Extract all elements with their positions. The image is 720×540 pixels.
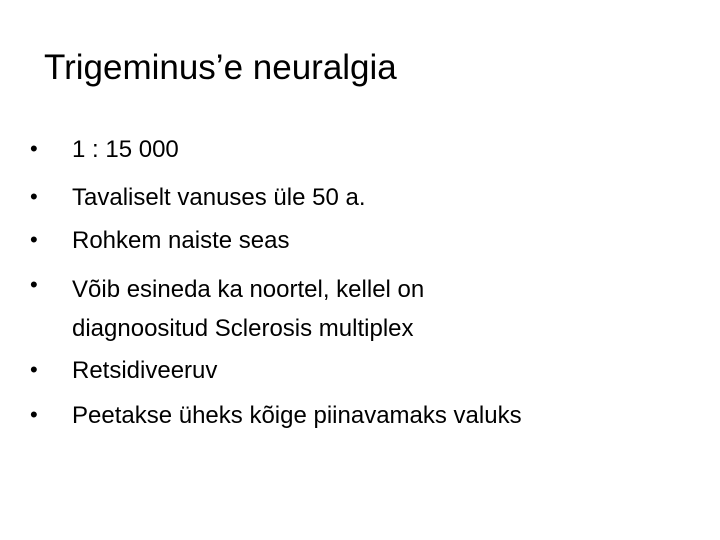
bullet-icon: • bbox=[30, 357, 38, 382]
bullet-icon: • bbox=[30, 136, 38, 161]
bullet-text-multiline bbox=[72, 270, 424, 348]
bullet-text-line-1: Võib esineda ka noortel, kellel on bbox=[72, 276, 425, 303]
bullet-text: Peetakse üheks kõige piinavamaks valuks bbox=[72, 402, 522, 429]
bullet-icon: • bbox=[30, 402, 38, 427]
bullet-icon: • bbox=[30, 272, 38, 297]
bullet-icon: • bbox=[30, 227, 38, 252]
bullet-text: 1 : 15 000 bbox=[72, 136, 179, 163]
bullet-icon: • bbox=[30, 184, 38, 209]
bullet-text: Retsidiveeruv bbox=[72, 357, 218, 384]
slide-title: Trigeminus’e neuralgia bbox=[44, 48, 397, 87]
bullet-text-line-2: diagnoositud Sclerosis multiplex bbox=[72, 315, 414, 342]
bullet-text: Rohkem naiste seas bbox=[72, 227, 290, 254]
bullet-text: Tavaliselt vanuses üle 50 a. bbox=[72, 184, 366, 211]
